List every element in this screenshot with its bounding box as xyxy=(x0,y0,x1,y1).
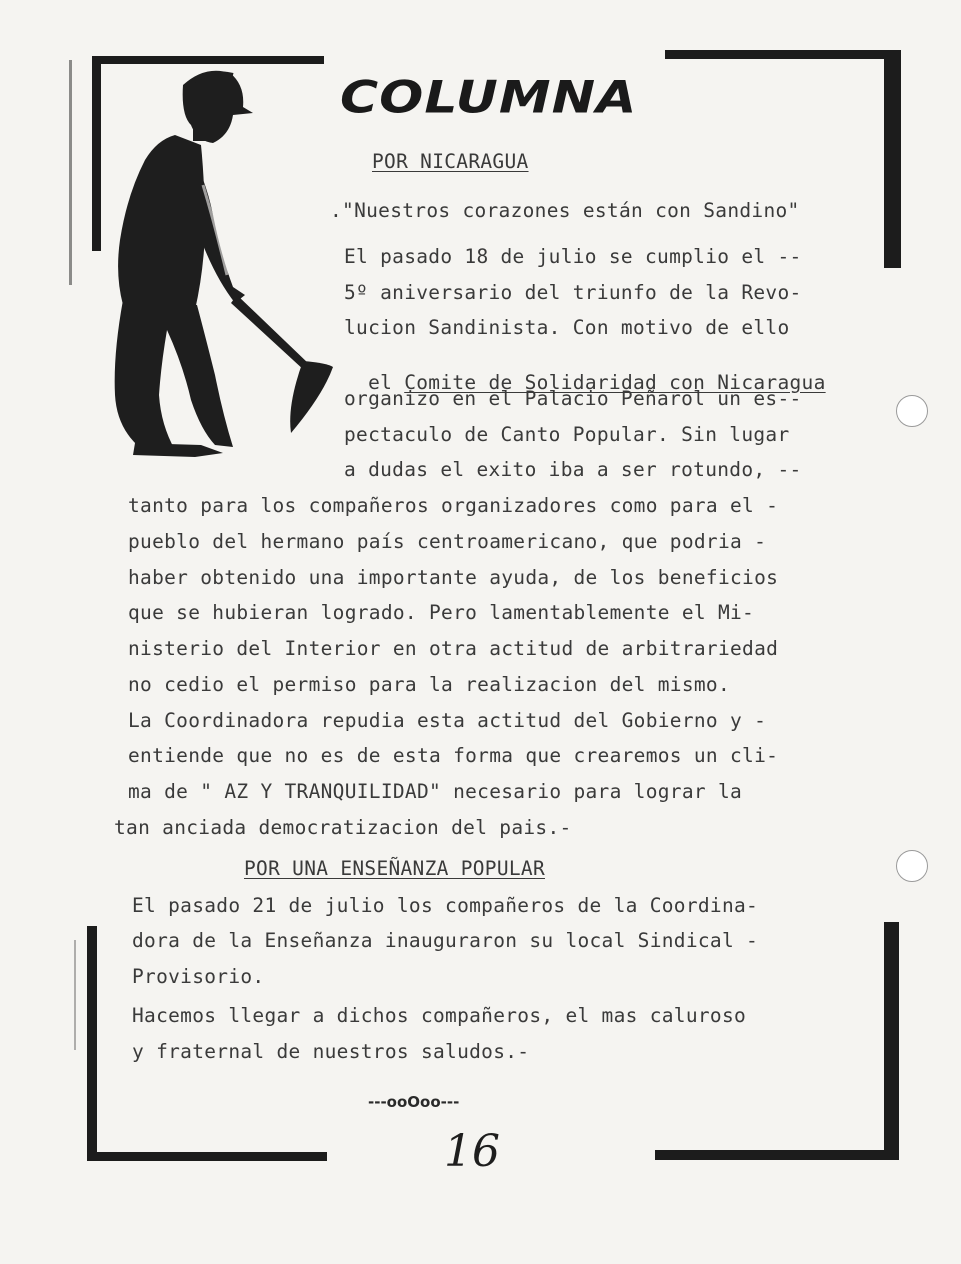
quote-line: ."Nuestros corazones están con Sandino" xyxy=(330,199,800,222)
body-line: entiende que no es de esta forma que crearemos un cli- xyxy=(128,744,779,767)
frame-top-right xyxy=(665,50,901,59)
binder-hole xyxy=(896,850,928,882)
body-line: Provisorio. xyxy=(132,965,265,988)
column-title: COLUMNA xyxy=(340,72,638,124)
body-line: pueblo del hermano país centroamericano, que podria - xyxy=(128,530,767,553)
body-line: tanto para los compañeros organizadores como para el - xyxy=(128,494,779,517)
body-line: dora de la Enseñanza inauguraron su local Sindical - xyxy=(132,929,759,952)
body-line: La Coordinadora repudia esta actitud del Gobierno y - xyxy=(128,709,767,732)
frame-top-left xyxy=(92,56,324,64)
body-line: a dudas el exito iba a ser rotundo, -- xyxy=(344,458,802,481)
body-line: organizo en el Palacio Peñarol un es-- xyxy=(344,387,802,410)
frame-bottom-right xyxy=(655,1150,899,1160)
body-text: el xyxy=(368,370,405,394)
margin-mark xyxy=(74,940,76,1050)
frame-right-top xyxy=(884,50,901,268)
margin-mark xyxy=(69,60,72,285)
body-line: El pasado 21 de julio los compañeros de la Coordina- xyxy=(132,894,759,917)
worker-with-hoe-icon xyxy=(105,65,340,465)
body-line: El pasado 18 de julio se cumplio el -- xyxy=(344,245,802,268)
section-heading-ensenanza: POR UNA ENSEÑANZA POPULAR xyxy=(244,857,545,880)
body-line: y fraternal de nuestros saludos.- xyxy=(132,1040,530,1063)
body-line: no cedio el permiso para la realizacion del mismo. xyxy=(128,673,730,696)
frame-left-bottom xyxy=(87,926,97,1160)
section-divider: ---ooOoo--- xyxy=(368,1093,460,1111)
section-heading-nicaragua: POR NICARAGUA xyxy=(372,150,529,173)
frame-left-top xyxy=(92,56,101,251)
committee-name: Comite de Solidaridad con Nicaragua xyxy=(404,370,826,394)
body-line: nisterio del Interior en otra actitud de arbitrariedad xyxy=(128,637,779,660)
body-line: 5º aniversario del triunfo de la Revo- xyxy=(344,281,802,304)
body-line: tan anciada democratizacion del pais.- xyxy=(114,816,572,839)
body-line: que se hubieran logrado. Pero lamentablemente el Mi- xyxy=(128,601,755,624)
frame-right-bottom xyxy=(884,922,899,1160)
page-number: 16 xyxy=(444,1126,500,1177)
body-line: ma de " AZ Y TRANQUILIDAD" necesario para lograr la xyxy=(128,780,743,803)
body-line: pectaculo de Canto Popular. Sin lugar xyxy=(344,423,790,446)
binder-hole xyxy=(896,395,928,427)
body-line: haber obtenido una importante ayuda, de los beneficios xyxy=(128,566,779,589)
body-line: lucion Sandinista. Con motivo de ello xyxy=(344,316,790,339)
body-line: Hacemos llegar a dichos compañeros, el mas caluroso xyxy=(132,1004,747,1027)
frame-bottom-left xyxy=(87,1152,327,1161)
